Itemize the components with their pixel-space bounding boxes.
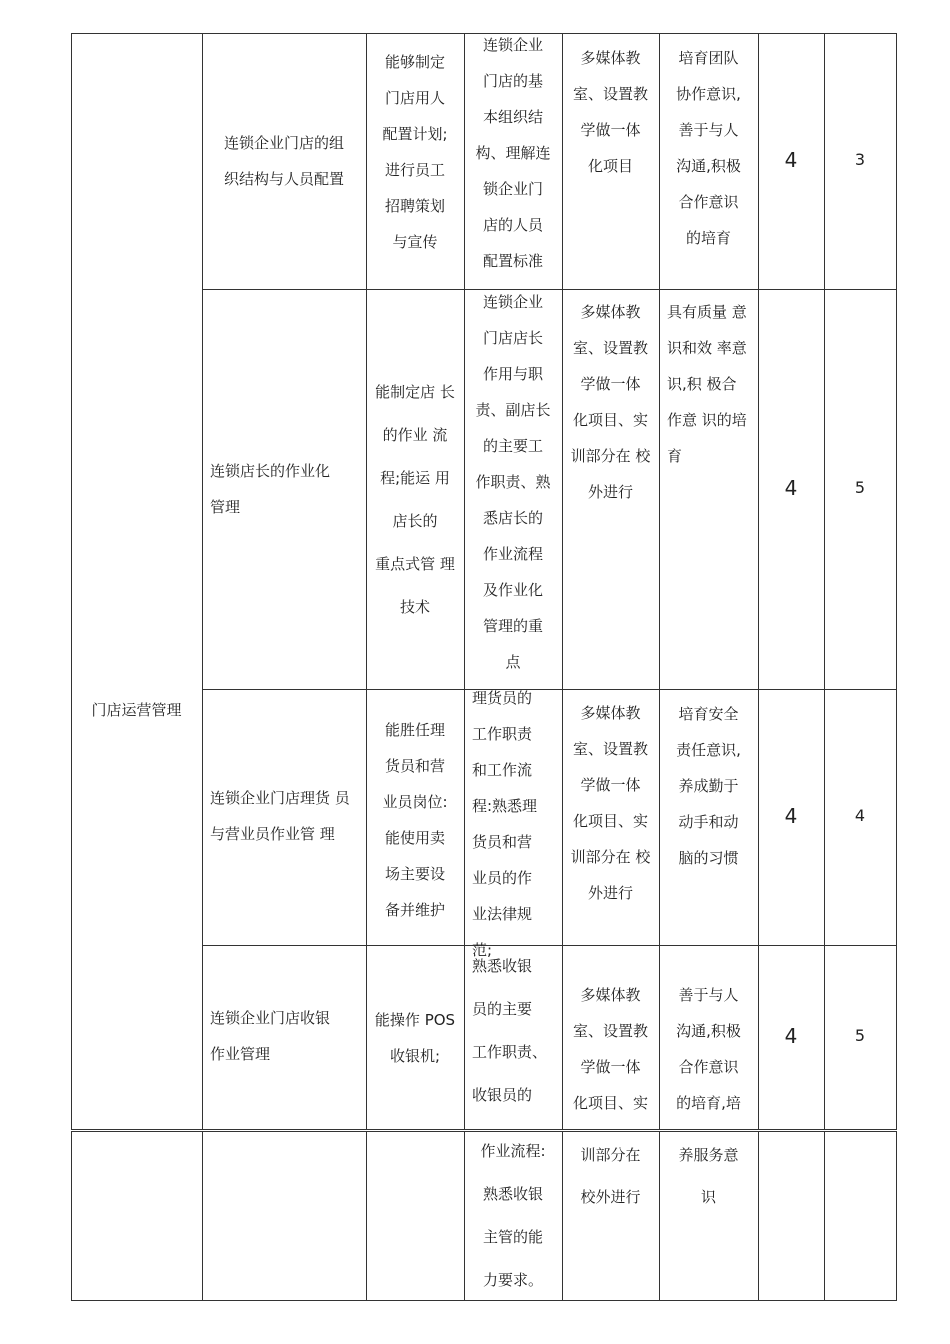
teaching-method-cell <box>566 977 655 1121</box>
teaching-method-cell <box>566 40 655 184</box>
text-line: 连锁企业 <box>482 293 543 311</box>
text-line: 学做一体 <box>580 1058 641 1076</box>
table-rule <box>659 33 660 1130</box>
text-line: 程:熟悉理 <box>472 797 538 815</box>
text-line: 作职责、熟 <box>475 473 551 491</box>
text-line: 培育安全 <box>678 705 739 723</box>
text-line: 能使用卖 <box>384 829 445 847</box>
text-line: 作业流程 <box>482 545 543 563</box>
text-line: 织结构与人员配置 <box>223 170 344 188</box>
text-line: 门店店长 <box>482 329 543 347</box>
text-line: 脑的习惯 <box>678 849 739 867</box>
table-rule <box>896 33 897 1130</box>
table-rule <box>562 1131 563 1301</box>
text-line: 技术 <box>399 598 430 616</box>
text-line: 连锁企业 <box>482 36 543 54</box>
task-cell <box>210 1000 366 1072</box>
knowledge-cell <box>468 27 558 279</box>
text-line: 与营业员作业管 理 <box>210 825 335 843</box>
table-rule <box>202 1131 203 1301</box>
text-line: 的培育,培 <box>676 1094 741 1112</box>
knowledge-cell <box>472 680 562 968</box>
quality-goal-cell <box>663 1134 754 1218</box>
text-line: 合作意识 <box>678 1058 739 1076</box>
text-line: 本组织结 <box>482 108 543 126</box>
text-line: 沟通,积极 <box>676 1022 741 1040</box>
text-line: 校外进行 <box>580 1188 641 1206</box>
hours-value: 4 <box>784 476 798 500</box>
text-line: 室、设置教 <box>572 85 648 103</box>
text-line: 管理 <box>210 498 241 516</box>
text-line: 能制定店 长 <box>375 383 455 401</box>
table-rule <box>366 1131 367 1301</box>
text-line: 识和效 率意 <box>667 339 747 357</box>
ability-cell <box>370 371 460 629</box>
text-line: 店的人员 <box>482 216 543 234</box>
text-line: 收银机; <box>389 1047 441 1065</box>
text-line: 主管的能 <box>482 1228 543 1246</box>
text-line: 室、设置教 <box>572 339 648 357</box>
text-line: 连锁企业门店的组 <box>223 134 344 152</box>
table-rule <box>824 1131 825 1301</box>
text-line: 的作业 流 <box>382 426 448 444</box>
text-line: 程;能运 用 <box>380 469 450 487</box>
text-line: 熟悉收银 <box>482 1185 543 1203</box>
ability-cell <box>370 44 460 260</box>
credit-value: 5 <box>854 478 866 497</box>
text-line: 力要求。 <box>482 1271 543 1289</box>
quality-goal-cell <box>663 977 754 1121</box>
module-name-cell <box>75 692 198 728</box>
text-line: 配置标准 <box>482 252 543 270</box>
task-cell <box>210 780 366 852</box>
teaching-method-cell <box>566 294 655 510</box>
text-line: 业员的作 <box>472 869 533 887</box>
text-line: 训部分在 <box>580 1146 641 1164</box>
text-line: 合作意识 <box>678 193 739 211</box>
task-cell <box>206 125 362 197</box>
text-line: 育 <box>667 447 683 465</box>
text-line: 范; <box>472 941 493 959</box>
text-line: 善于与人 <box>678 986 739 1004</box>
text-line: 点 <box>505 653 521 671</box>
text-line: 学做一体 <box>580 375 641 393</box>
text-line: 室、设置教 <box>572 740 648 758</box>
table-rule <box>896 1131 897 1301</box>
text-line: 作业管理 <box>210 1045 271 1063</box>
credit-value: 4 <box>854 806 866 825</box>
text-line: 的培育 <box>685 229 731 247</box>
text-line: 养成勤于 <box>678 777 739 795</box>
text-line: 备并维护 <box>384 901 445 919</box>
text-line: 员的主要 <box>472 1000 533 1018</box>
text-line: 招聘策划 <box>384 197 445 215</box>
text-line: 进行员工 <box>384 161 445 179</box>
text-line: 外进行 <box>587 483 633 501</box>
text-line: 与宣传 <box>392 233 438 251</box>
text-line: 门店的基 <box>482 72 543 90</box>
text-line: 门店用人 <box>384 89 445 107</box>
text-line: 连锁店长的作业化 <box>210 462 331 480</box>
text-line: 多媒体教 <box>580 303 641 321</box>
text-line: 化项目 <box>587 157 633 175</box>
text-line: 化项目、实 <box>572 812 648 830</box>
credit-value: 5 <box>854 1026 866 1045</box>
text-line: 门店运营管理 <box>91 701 182 719</box>
text-line: 室、设置教 <box>572 1022 648 1040</box>
text-line: 及作业化 <box>482 581 543 599</box>
table-rule <box>71 33 72 1130</box>
text-line: 培育团队 <box>678 49 739 67</box>
text-line: 化项目、实 <box>572 411 648 429</box>
text-line: 识 <box>700 1188 716 1206</box>
text-line: 作意 识的培 <box>667 411 747 429</box>
text-line: 连锁企业门店收银 <box>210 1009 331 1027</box>
text-line: 能胜任理 <box>384 721 445 739</box>
text-line: 悉店长的 <box>482 509 543 527</box>
knowledge-cell <box>468 284 558 680</box>
text-line: 作业流程: <box>480 1142 546 1160</box>
text-line: 外进行 <box>587 884 633 902</box>
table-rule <box>659 1131 660 1301</box>
hours-value: 4 <box>784 1024 798 1048</box>
teaching-method-cell <box>566 1134 655 1218</box>
table-rule <box>202 33 203 1130</box>
task-cell <box>210 453 366 525</box>
text-line: 多媒体教 <box>580 704 641 722</box>
quality-goal-cell <box>667 294 758 474</box>
table-rule <box>758 1131 759 1301</box>
text-line: 善于与人 <box>678 121 739 139</box>
text-line: 责任意识, <box>676 741 741 759</box>
text-line: 训部分在 校 <box>570 447 651 465</box>
text-line: 构、理解连 <box>475 144 551 162</box>
text-line: 责、副店长 <box>475 401 551 419</box>
table-rule <box>71 1131 72 1301</box>
text-line: 配置计划; <box>382 125 448 143</box>
text-line: 管理的重 <box>482 617 543 635</box>
knowledge-cell <box>472 945 562 1117</box>
text-line: 学做一体 <box>580 776 641 794</box>
text-line: 锁企业门 <box>482 180 543 198</box>
text-line: 能操作 POS <box>374 1011 456 1029</box>
credit-value: 3 <box>854 150 866 169</box>
text-line: 具有质量 意 <box>667 303 747 321</box>
text-line: 货员和营 <box>384 757 445 775</box>
text-line: 养服务意 <box>678 1146 739 1164</box>
text-line: 业员岗位: <box>382 793 448 811</box>
text-line: 沟通,积极 <box>676 157 741 175</box>
text-line: 识,积 极合 <box>667 375 737 393</box>
text-line: 工作职责 <box>472 725 533 743</box>
hours-value: 4 <box>784 804 798 828</box>
text-line: 协作意识, <box>676 85 741 103</box>
text-line: 训部分在 校 <box>570 848 651 866</box>
text-line: 货员和营 <box>472 833 533 851</box>
text-line: 化项目、实 <box>572 1094 648 1112</box>
text-line: 重点式管 理 <box>375 555 455 573</box>
table-rule <box>824 33 825 1130</box>
table-rule <box>366 33 367 1130</box>
ability-cell <box>370 1002 460 1074</box>
text-line: 收银员的 <box>472 1086 533 1104</box>
table-rule <box>464 1131 465 1301</box>
knowledge-cell <box>468 1130 558 1302</box>
hours-value: 4 <box>784 148 798 172</box>
text-line: 能够制定 <box>384 53 445 71</box>
text-line: 场主要设 <box>384 865 445 883</box>
text-line: 多媒体教 <box>580 986 641 1004</box>
table-rule <box>464 33 465 1130</box>
teaching-method-cell <box>566 695 655 911</box>
text-line: 作用与职 <box>482 365 543 383</box>
table-rule <box>562 33 563 1130</box>
text-line: 和工作流 <box>472 761 533 779</box>
text-line: 的主要工 <box>482 437 543 455</box>
text-line: 店长的 <box>392 512 438 530</box>
text-line: 学做一体 <box>580 121 641 139</box>
text-line: 连锁企业门店理货 员 <box>210 789 350 807</box>
text-line: 动手和动 <box>678 813 739 831</box>
text-line: 熟悉收银 <box>472 957 533 975</box>
quality-goal-cell <box>663 696 754 876</box>
text-line: 工作职责、 <box>472 1043 548 1061</box>
text-line: 业法律规 <box>472 905 533 923</box>
quality-goal-cell <box>663 40 754 256</box>
ability-cell <box>370 712 460 928</box>
text-line: 多媒体教 <box>580 49 641 67</box>
table-rule <box>758 33 759 1130</box>
text-line: 理货员的 <box>472 689 533 707</box>
